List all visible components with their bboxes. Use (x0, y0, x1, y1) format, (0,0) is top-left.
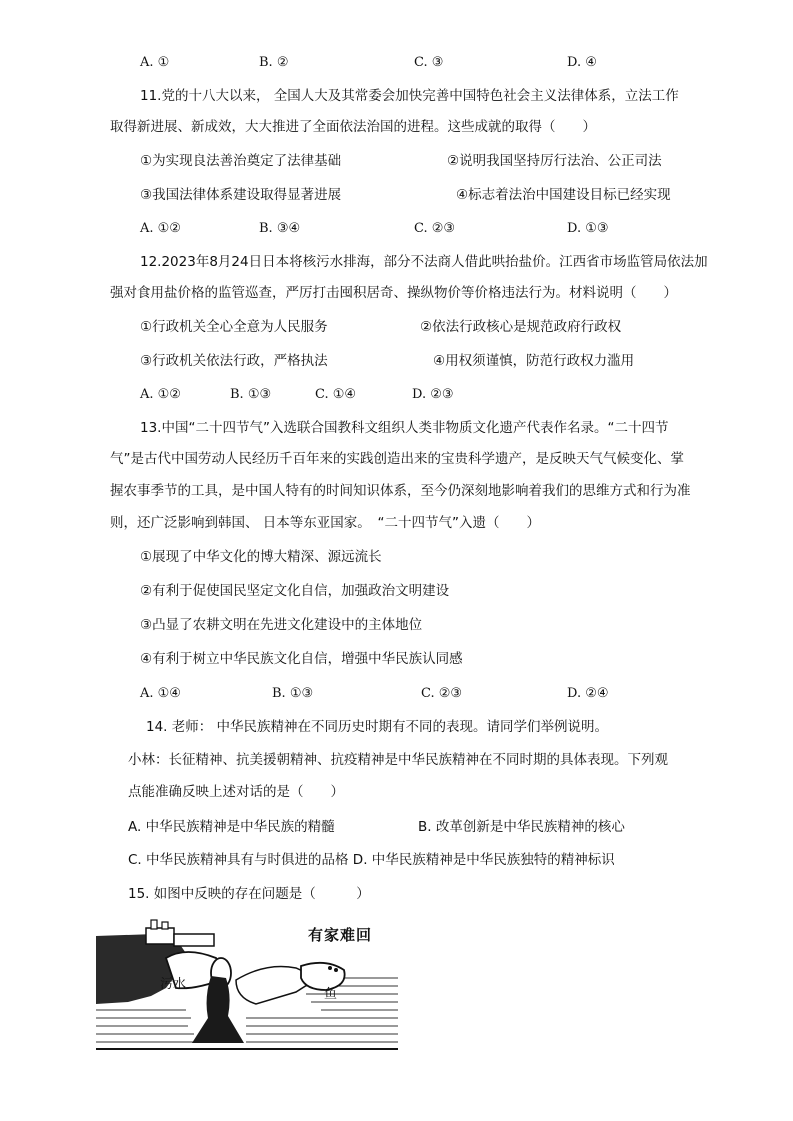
q12-option-d[interactable]: D. ②③ (412, 387, 454, 402)
q11-stem-line1: 11.党的十八大以来， 全国人大及其常委会加快完善中国特色社会主义法律体系，立法工作 (140, 88, 679, 104)
q11-stem-line2: 取得新进展、新成效，大大推进了全面依法治国的进程。这些成就的取得（ ） (110, 119, 596, 135)
q13-item-4: ④有利于树立中华民族文化自信，增强中华民族认同感 (140, 651, 463, 667)
q14-stem-line2: 小林：长征精神、抗美援朝精神、抗疫精神是中华民族精神在不同时期的具体表现。下列观 (128, 752, 668, 768)
q13-stem-line4: 则，还广泛影响到韩国、 日本等东亚国家。 “二十四节气”入遗（ ） (110, 515, 541, 531)
q13-option-d[interactable]: D. ②④ (567, 686, 609, 701)
factory (146, 928, 174, 944)
q13-item-1: ①展现了中华文化的博大精深、源远流长 (140, 549, 382, 565)
q10-option-d[interactable]: D. ④ (567, 55, 597, 70)
q13-stem-line2: 气”是古代中国劳动人民经历千百年来的实践创造出来的宝贵科学遗产，是反映天气气候变化、掌 (110, 451, 684, 467)
q12-option-b[interactable]: B. ①③ (230, 387, 272, 402)
q12-item-1: ①行政机关全心全意为人民服务 (140, 319, 328, 335)
q11-option-b[interactable]: B. ③④ (259, 221, 301, 236)
q13-option-c[interactable]: C. ②③ (421, 686, 463, 701)
q12-item-4: ④用权须谨慎，防范行政权力滥用 (433, 353, 635, 369)
q11-option-d[interactable]: D. ①③ (567, 221, 609, 236)
q11-item-3: ③我国法律体系建设取得显著进展 (140, 187, 342, 203)
q11-item-1: ①为实现良法善治奠定了法律基础 (140, 153, 342, 169)
cartoon-label-fish: 鱼 (324, 987, 338, 1002)
q10-option-c[interactable]: C. ③ (414, 55, 444, 70)
q12-item-2: ②依法行政核心是规范政府行政权 (420, 319, 622, 335)
q13-stem-line3: 握农事季节的工具，是中国人特有的时间知识体系，至今仍深刻地影响着我们的思维方式和行为准 (110, 483, 691, 499)
q13-item-3: ③凸显了农耕文明在先进文化建设中的主体地位 (140, 617, 423, 633)
q14-option-b[interactable]: B. 改革创新是中华民族精神的核心 (418, 819, 625, 835)
q11-option-a[interactable]: A. ①② (140, 221, 181, 236)
q15-stem: 15. 如图中反映的存在问题是（ ） (128, 886, 370, 902)
q12-option-a[interactable]: A. ①② (140, 387, 181, 402)
q11-option-c[interactable]: C. ②③ (414, 221, 456, 236)
q10-option-b[interactable]: B. ② (259, 55, 289, 70)
cartoon-title: 有家难回 (308, 926, 373, 944)
q12-option-c[interactable]: C. ①④ (315, 387, 357, 402)
q10-option-a[interactable]: A. ① (140, 55, 170, 70)
q12-stem-line2: 强对食用盐价格的监管巡查，严厉打击囤积居奇、操纵物价等价格违法行为。材料说明（ ） (110, 285, 677, 301)
cartoon-label-sewage: 污水 (160, 977, 187, 992)
q12-item-3: ③行政机关依法行政，严格执法 (140, 353, 328, 369)
q14-stem-line1: 14. 老师： 中华民族精神在不同历史时期有不同的表现。请同学们举例说明。 (146, 719, 609, 735)
q14-stem-line3: 点能准确反映上述对话的是（ ） (128, 784, 344, 800)
fish-jar (301, 963, 345, 990)
q12-stem-line1: 12.2023年8月24日日本将核污水排海，部分不法商人借此哄抬盐价。江西省市场监管局依法加 (140, 254, 708, 270)
q13-option-a[interactable]: A. ①④ (140, 686, 181, 701)
q13-option-b[interactable]: B. ①③ (272, 686, 314, 701)
q11-item-2: ②说明我国坚持厉行法治、公正司法 (447, 153, 662, 169)
q13-stem-line1: 13.中国“二十四节气”入选联合国教科文组织人类非物质文化遗产代表作名录。“二十四节 (140, 420, 669, 436)
q14-option-c-d[interactable]: C. 中华民族精神具有与时俱进的品格 D. 中华民族精神是中华民族独特的精神标识 (128, 852, 615, 868)
q11-item-4: ④标志着法治中国建设目标已经实现 (456, 187, 671, 203)
q14-option-a[interactable]: A. 中华民族精神是中华民族的精髓 (128, 819, 335, 835)
q13-item-2: ②有利于促使国民坚定文化自信，加强政治文明建设 (140, 583, 450, 599)
